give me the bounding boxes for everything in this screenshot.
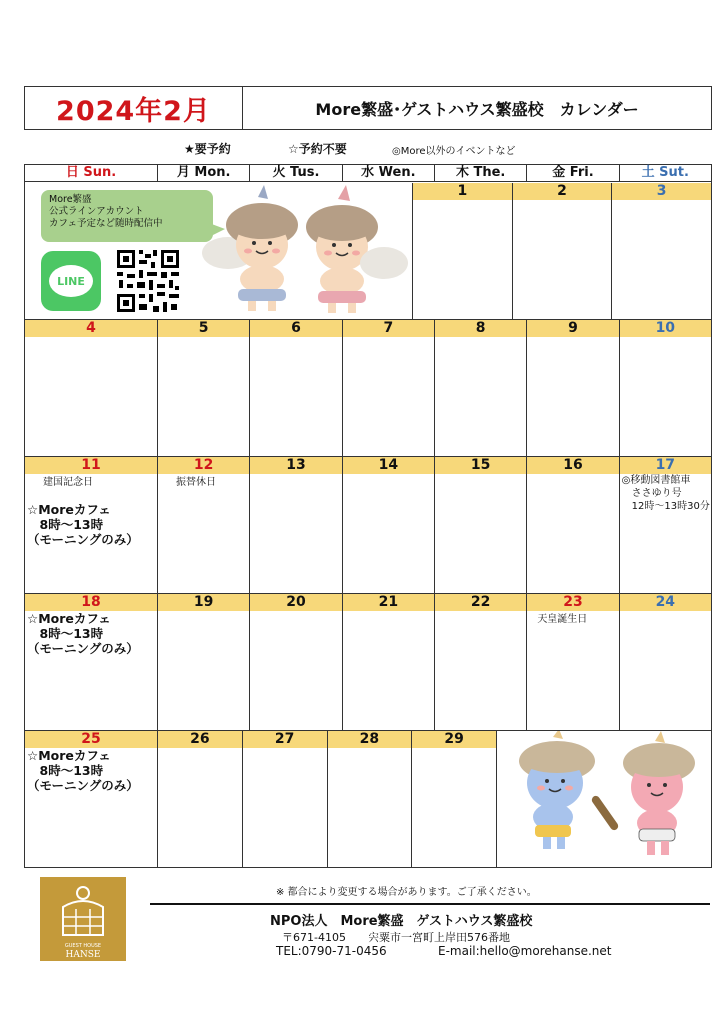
week-row-5 xyxy=(25,731,711,868)
day-number: 14 xyxy=(343,457,434,474)
footer-divider xyxy=(150,903,710,905)
email-address[interactable]: E-mail:hello@morehanse.net xyxy=(438,944,612,958)
day-cell-12 xyxy=(158,457,250,593)
day-cell-28 xyxy=(328,731,413,868)
weekday-wed: 水 Wen. xyxy=(343,165,435,181)
day-cell-19 xyxy=(158,594,250,730)
day-cell-8 xyxy=(435,320,527,456)
day-number: 11 xyxy=(25,457,157,474)
calendar-title: More繁盛･ゲストハウス繁盛校 カレンダー xyxy=(315,99,639,119)
day-cell-13 xyxy=(250,457,342,593)
line-promo-bubble: More繁盛 公式ラインアカウント カフェ予定など随時配信中 xyxy=(41,190,213,242)
promo-cell xyxy=(25,183,413,319)
day-cell-10 xyxy=(620,320,711,456)
day-cell-22 xyxy=(435,594,527,730)
legend-reserve: ★要予約 xyxy=(184,142,231,156)
cafe-event: ☆Moreカフェ 8時～13時 （モーニングのみ） xyxy=(27,748,139,793)
change-notice: ※ 都合により変更する場合があります。ご了承ください。 xyxy=(276,887,537,898)
day-cell-24 xyxy=(620,594,711,730)
day-number: 9 xyxy=(527,320,618,337)
day-number: 21 xyxy=(343,594,434,611)
day-number: 1 xyxy=(413,183,512,200)
day-cell-1 xyxy=(413,183,513,319)
day-number: 27 xyxy=(243,731,327,748)
day-number: 19 xyxy=(158,594,249,611)
day-number: 23 xyxy=(527,594,618,611)
hanse-logo-icon xyxy=(40,877,126,961)
day-number: 18 xyxy=(25,594,157,611)
day-cell-26 xyxy=(158,731,243,868)
weekday-tue: 火 Tus. xyxy=(250,165,342,181)
oni-with-club-illustration xyxy=(497,731,711,868)
day-cell-21 xyxy=(343,594,435,730)
holiday-label: 天皇誕生日 xyxy=(537,614,588,625)
day-cell-20 xyxy=(250,594,342,730)
day-number: 29 xyxy=(412,731,496,748)
day-number: 22 xyxy=(435,594,526,611)
logo-subtext: GUEST HOUSE xyxy=(64,943,102,949)
cafe-event: ☆Moreカフェ 8時～13時 （モーニングのみ） xyxy=(27,502,139,547)
holiday-label: 建国記念日 xyxy=(43,477,93,488)
cafe-event: ☆Moreカフェ 8時～13時 （モーニングのみ） xyxy=(27,611,139,656)
line-promo xyxy=(25,183,413,319)
day-cell-17 xyxy=(620,457,711,593)
illustration-cell xyxy=(497,731,711,868)
day-cell-7 xyxy=(343,320,435,456)
day-cell-27 xyxy=(243,731,328,868)
legend-no-reserve: ☆予約不要 xyxy=(288,142,347,156)
day-number: 8 xyxy=(435,320,526,337)
day-number: 2 xyxy=(513,183,612,200)
day-cell-3 xyxy=(612,183,711,319)
day-number: 10 xyxy=(620,320,711,337)
week-row-3 xyxy=(25,457,711,594)
day-cell-29 xyxy=(412,731,497,868)
library-event: ◎移動図書館車 ささゆり号 12時～13時30分 xyxy=(621,475,710,512)
day-cell-16 xyxy=(527,457,619,593)
oni-characters-illustration xyxy=(200,183,410,319)
day-cell-9 xyxy=(527,320,619,456)
week-row-1 xyxy=(25,183,711,320)
day-number: 15 xyxy=(435,457,526,474)
weekday-mon: 月 Mon. xyxy=(158,165,250,181)
day-cell-14 xyxy=(343,457,435,593)
day-number: 16 xyxy=(527,457,618,474)
day-cell-25 xyxy=(25,731,158,868)
day-cell-4 xyxy=(25,320,158,456)
day-cell-6 xyxy=(250,320,342,456)
day-number: 20 xyxy=(250,594,341,611)
day-number: 26 xyxy=(158,731,242,748)
weekday-header-row xyxy=(25,165,711,182)
day-cell-18 xyxy=(25,594,158,730)
week-row-2 xyxy=(25,320,711,457)
holiday-label: 振替休日 xyxy=(176,477,216,488)
weekday-sun: 日 Sun. xyxy=(25,165,158,181)
day-number: 24 xyxy=(620,594,711,611)
day-number: 6 xyxy=(250,320,341,337)
weekday-fri: 金 Fri. xyxy=(527,165,619,181)
day-number: 3 xyxy=(612,183,711,200)
weekday-sat: 土 Sut. xyxy=(641,165,689,180)
day-number: 25 xyxy=(25,731,157,748)
day-number: 4 xyxy=(25,320,157,337)
line-app-icon[interactable] xyxy=(41,251,101,311)
day-number: 17 xyxy=(620,457,711,474)
day-cell-15 xyxy=(435,457,527,593)
week-row-4 xyxy=(25,594,711,731)
day-number: 5 xyxy=(158,320,249,337)
day-cell-11 xyxy=(25,457,158,593)
legend-other: ◎More以外のイベントなど xyxy=(392,146,516,157)
calendar-grid xyxy=(24,164,712,868)
legend xyxy=(0,140,724,156)
weekday-thu: 木 The. xyxy=(435,165,527,181)
day-number: 7 xyxy=(343,320,434,337)
qr-code-icon[interactable] xyxy=(115,248,181,314)
month-title: 2024年2月 xyxy=(25,87,243,129)
day-number: 12 xyxy=(158,457,249,474)
day-cell-5 xyxy=(158,320,250,456)
organization-name: NPO法人 More繁盛 ゲストハウス繁盛校 xyxy=(270,914,533,929)
day-number: 28 xyxy=(328,731,412,748)
line-icon-label: LINE xyxy=(49,265,93,297)
address: 〒671-4105 宍粟市一宮町上岸田576番地 xyxy=(282,931,510,944)
day-cell-2 xyxy=(513,183,613,319)
day-number: 13 xyxy=(250,457,341,474)
phone-number: TEL:0790-71-0456 xyxy=(276,944,387,958)
logo-text: HANSE xyxy=(65,950,101,960)
day-cell-23 xyxy=(527,594,619,730)
calendar-header xyxy=(24,86,712,130)
